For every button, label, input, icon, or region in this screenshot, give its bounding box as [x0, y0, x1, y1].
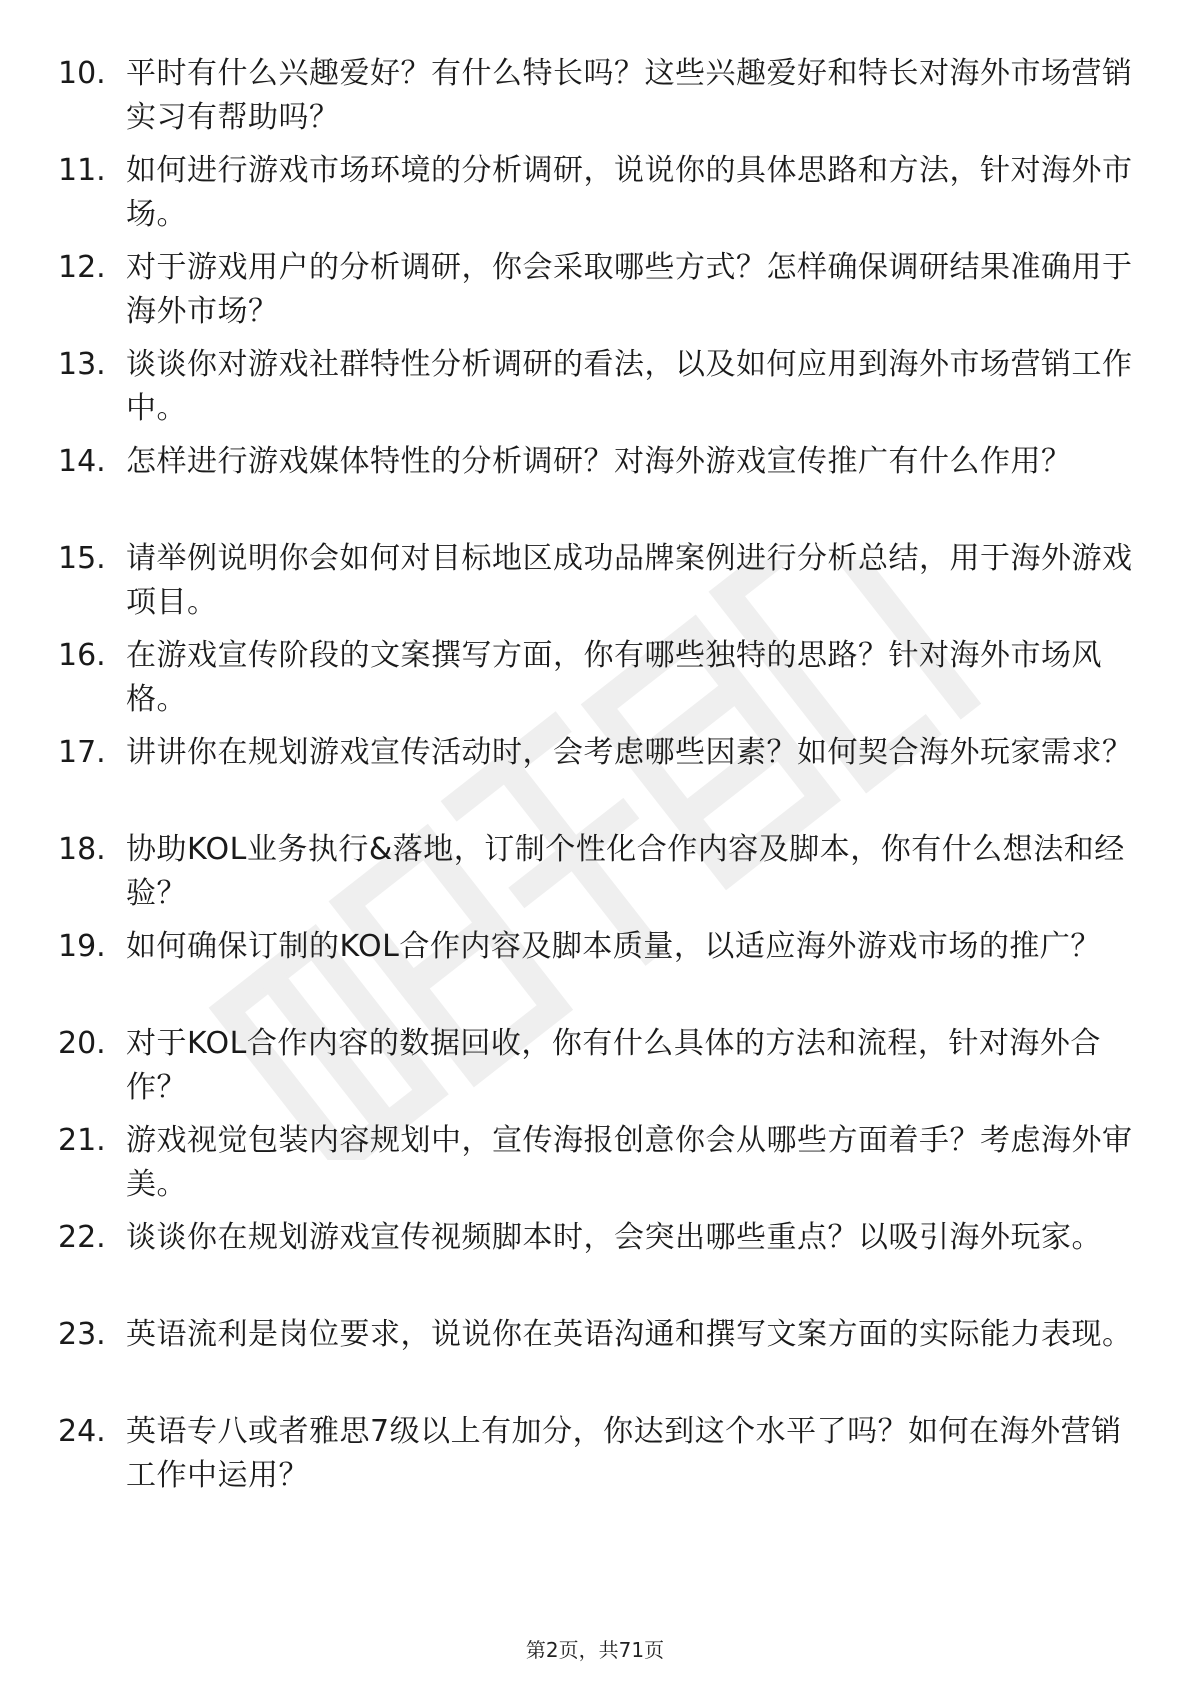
question-text: 谈谈你在规划游戏宣传视频脚本时，会突出哪些重点？以吸引海外玩家。 [126, 1220, 1102, 1255]
list-item [58, 828, 1138, 925]
list-item [58, 537, 1138, 634]
list-item [58, 731, 1138, 828]
list-item [58, 343, 1138, 440]
list-item [58, 1119, 1138, 1216]
question-text: 讲讲你在规划游戏宣传活动时，会考虑哪些因素？如何契合海外玩家需求？ [126, 735, 1133, 770]
list-item [58, 52, 1138, 149]
question-text: 如何确保订制的KOL合作内容及脚本质量，以适应海外游戏市场的推广？ [126, 929, 1101, 964]
question-text: 英语专八或者雅思7级以上有加分，你达到这个水平了吗？如何在海外营销工作中运用？ [126, 1414, 1122, 1493]
question-number: 11. [58, 153, 106, 188]
question-number: 21. [58, 1123, 106, 1158]
page-footer [0, 1634, 1190, 1663]
question-text: 请举例说明你会如何对目标地区成功品牌案例进行分析总结，用于海外游戏项目。 [126, 541, 1133, 620]
question-number: 18. [58, 832, 106, 867]
question-text: 英语流利是岗位要求，说说你在英语沟通和撰写文案方面的实际能力表现。 [126, 1317, 1133, 1352]
question-number: 16. [58, 638, 106, 673]
question-text: 游戏视觉包装内容规划中，宣传海报创意你会从哪些方面着手？考虑海外审美。 [126, 1123, 1133, 1202]
list-item [58, 1313, 1138, 1410]
question-number: 19. [58, 929, 106, 964]
question-number: 13. [58, 347, 106, 382]
page-number: 第2页，共71页 [525, 1638, 665, 1662]
question-text: 在游戏宣传阶段的文案撰写方面，你有哪些独特的思路？针对海外市场风格。 [126, 638, 1102, 717]
question-number: 20. [58, 1026, 106, 1061]
list-item [58, 634, 1138, 731]
question-number: 24. [58, 1414, 106, 1449]
question-number: 14. [58, 444, 106, 479]
question-number: 15. [58, 541, 106, 576]
question-text: 对于游戏用户的分析调研，你会采取哪些方式？怎样确保调研结果准确用于海外市场？ [126, 250, 1133, 329]
question-number: 23. [58, 1317, 106, 1352]
question-number: 17. [58, 735, 106, 770]
question-list [58, 52, 1138, 1507]
question-number: 12. [58, 250, 106, 285]
list-item [58, 1216, 1138, 1313]
question-text: 平时有什么兴趣爱好？有什么特长吗？这些兴趣爱好和特长对海外市场营销实习有帮助吗？ [126, 56, 1133, 135]
question-text: 怎样进行游戏媒体特性的分析调研？对海外游戏宣传推广有什么作用？ [126, 444, 1072, 479]
question-number: 10. [58, 56, 106, 91]
list-item [58, 440, 1138, 537]
question-text: 如何进行游戏市场环境的分析调研，说说你的具体思路和方法，针对海外市场。 [126, 153, 1133, 232]
list-item [58, 149, 1138, 246]
question-text: 协助KOL业务执行&落地，订制个性化合作内容及脚本，你有什么想法和经验？ [126, 832, 1125, 911]
question-number: 22. [58, 1220, 106, 1255]
question-text: 谈谈你对游戏社群特性分析调研的看法，以及如何应用到海外市场营销工作中。 [126, 347, 1133, 426]
list-item [58, 925, 1138, 1022]
list-item [58, 1022, 1138, 1119]
question-text: 对于KOL合作内容的数据回收，你有什么具体的方法和流程，针对海外合作？ [126, 1026, 1101, 1105]
list-item [58, 1410, 1138, 1507]
list-item [58, 246, 1138, 343]
